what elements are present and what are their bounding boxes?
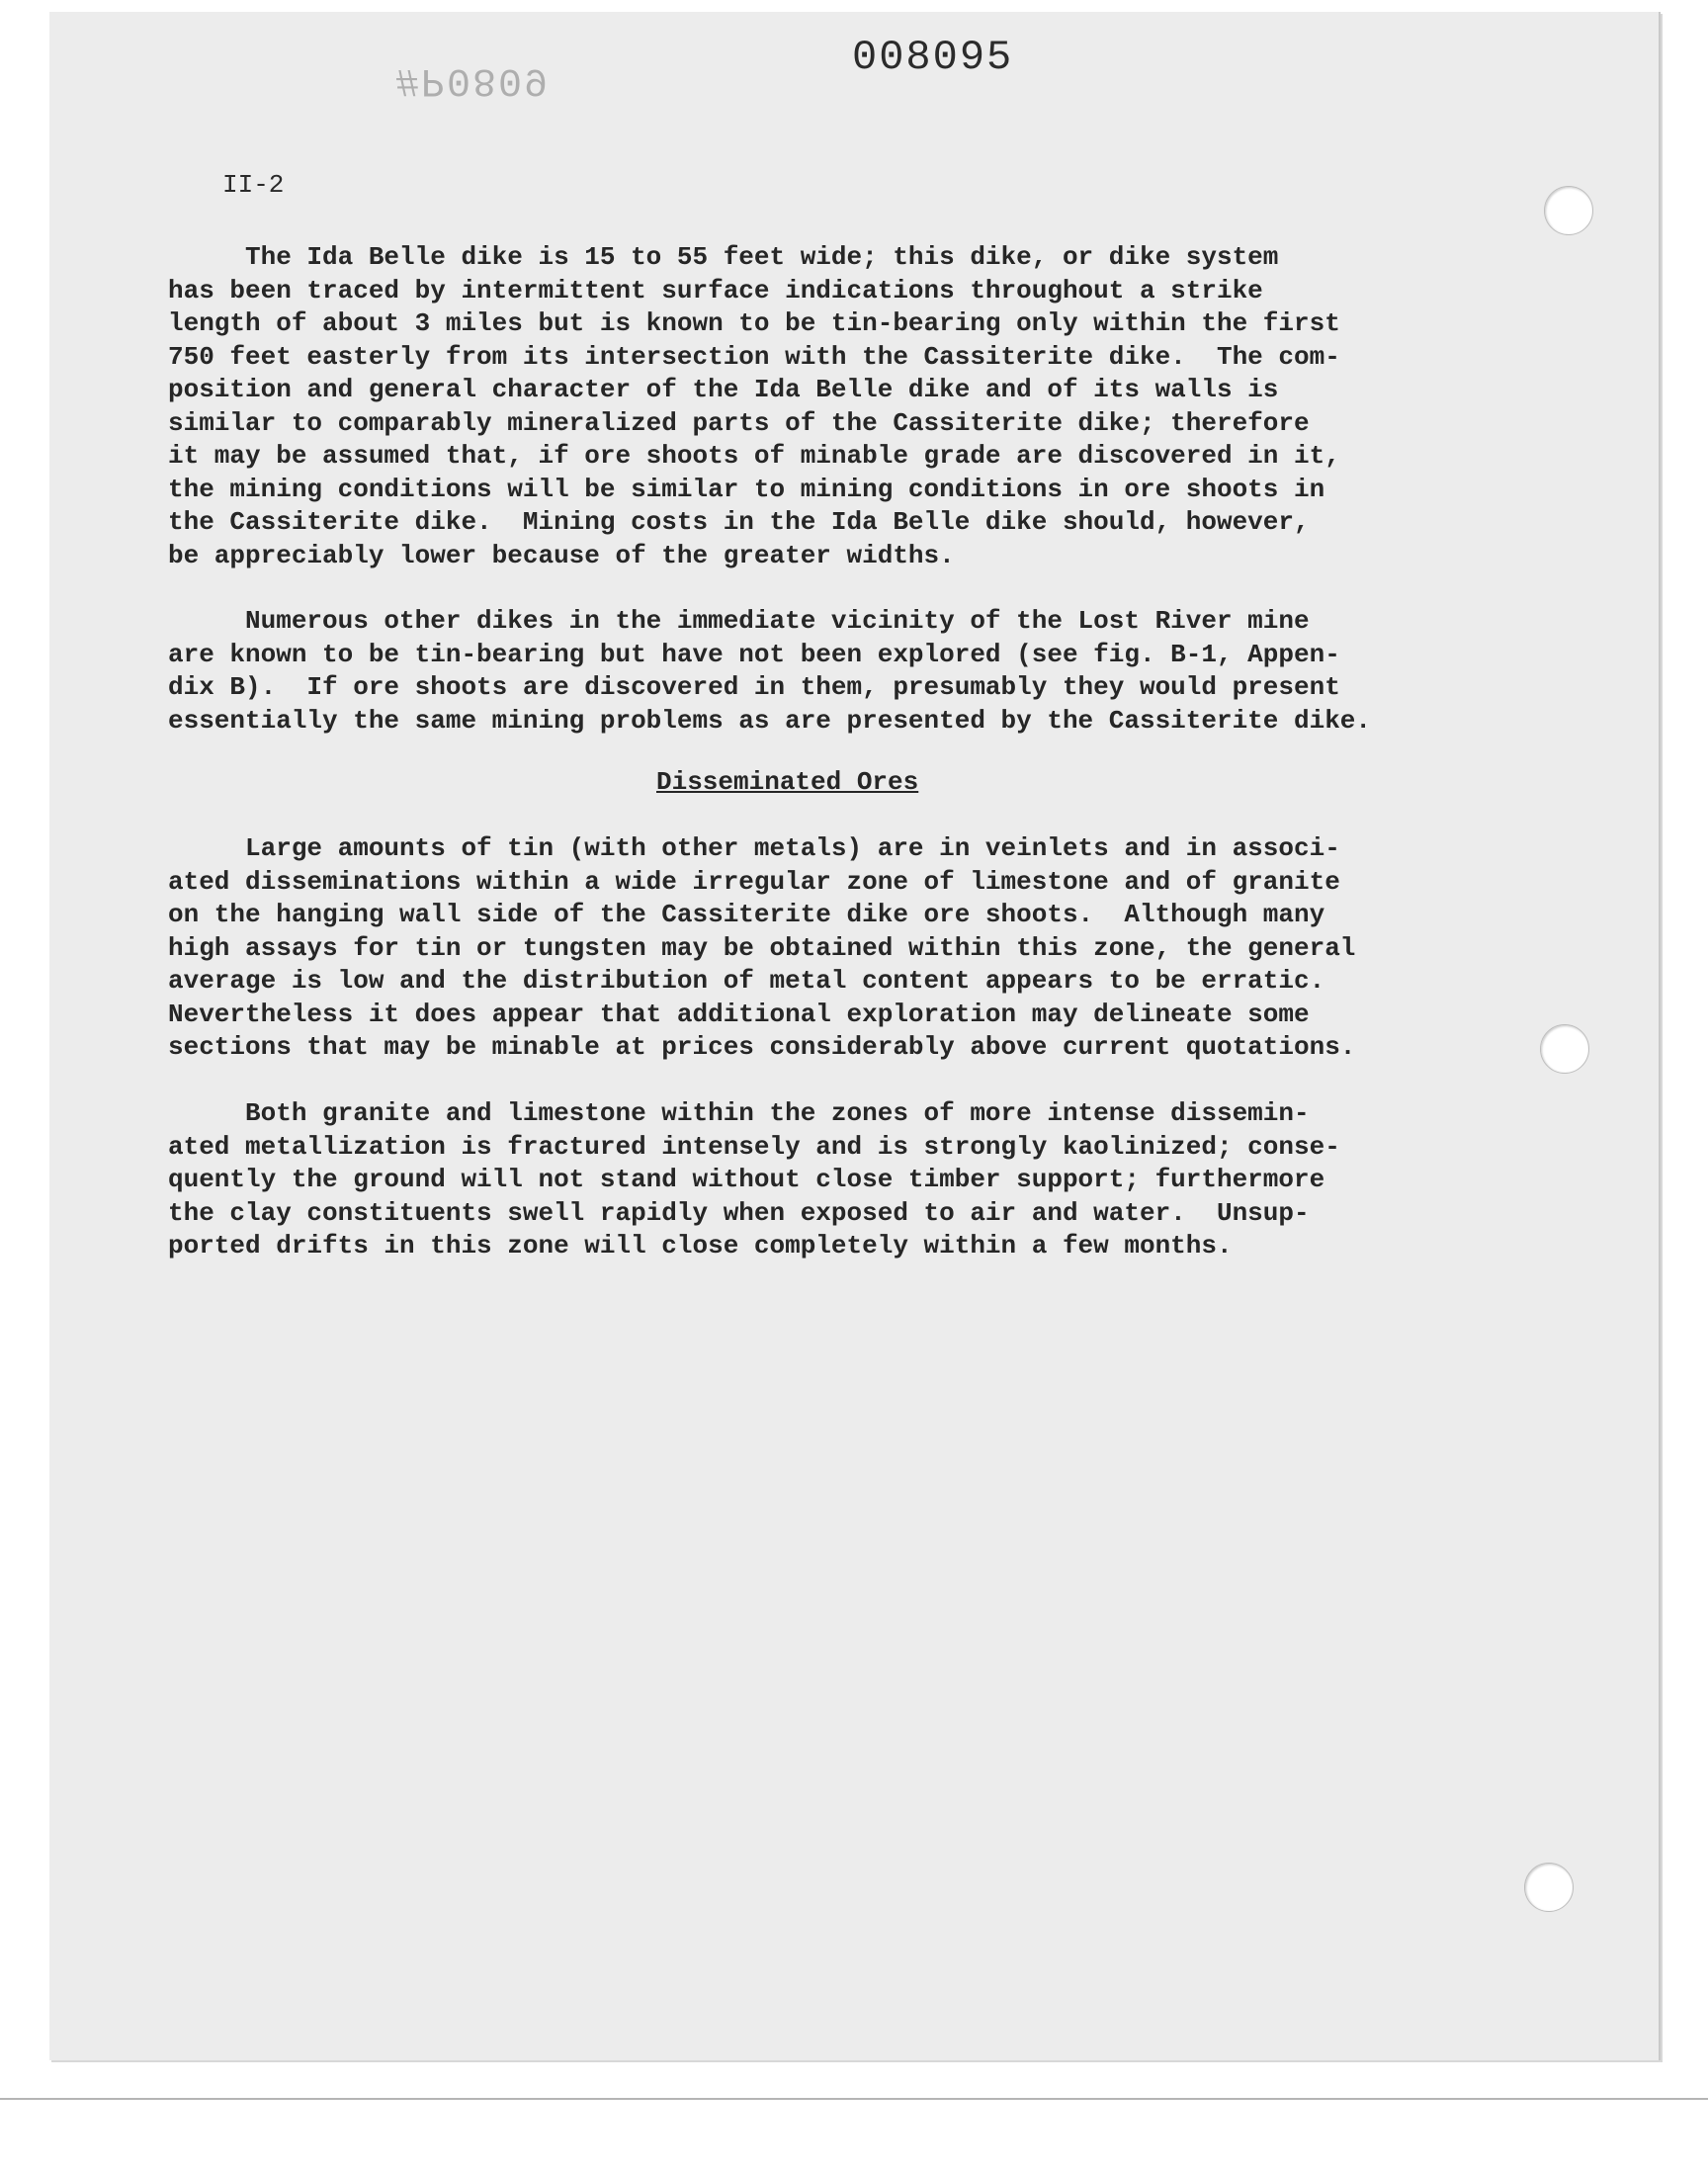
paragraph-granite-limestone bbox=[168, 1097, 1443, 1263]
text-line: The Ida Belle dike is 15 to 55 feet wide; this dike, or dike system bbox=[168, 242, 1279, 272]
text-line: quently the ground will not stand without close timber support; furthermore bbox=[168, 1165, 1325, 1194]
text-line: 750 feet easterly from its intersection with the Cassiterite dike. The com- bbox=[168, 341, 1340, 372]
text-line: it may be assumed that, if ore shoots of minable grade are discovered in it, bbox=[168, 441, 1340, 471]
text-line: Nevertheless it does appear that additional exploration may delineate some bbox=[168, 999, 1310, 1029]
text-line: has been traced by intermittent surface indications throughout a strike bbox=[168, 275, 1263, 305]
section-heading: Disseminated Ores bbox=[656, 767, 919, 797]
text-line: position and general character of the Ida Belle dike and of its walls is bbox=[168, 375, 1279, 404]
paragraph-ida-belle bbox=[168, 241, 1443, 572]
punch-hole-bottom bbox=[1524, 1863, 1574, 1912]
text-line: the mining conditions will be similar to mining conditions in ore shoots in bbox=[168, 474, 1325, 504]
text-line: the clay constituents swell rapidly when exposed to air and water. Unsup- bbox=[168, 1197, 1310, 1228]
text-line: sections that may be minable at prices considerably above current quotations. bbox=[168, 1032, 1356, 1062]
punch-hole-middle bbox=[1540, 1024, 1589, 1074]
document-number-stamp: 008095 bbox=[852, 34, 1014, 81]
text-line: Large amounts of tin (with other metals) are in veinlets and in associ- bbox=[168, 833, 1340, 863]
text-line: high assays for tin or tungsten may be obtained within this zone, the general bbox=[168, 932, 1356, 963]
text-line: ated metallization is fractured intensely and is strongly kaolinized; conse- bbox=[168, 1131, 1340, 1162]
text-line: essentially the same mining problems as are presented by the Cassiterite dike. bbox=[168, 705, 1371, 736]
punch-hole-top bbox=[1544, 186, 1593, 235]
text-line: are known to be tin-bearing but have not been explored (see fig. B-1, Appen- bbox=[168, 639, 1340, 669]
text-line: Both granite and limestone within the zones of more intense dissemin- bbox=[168, 1098, 1310, 1128]
text-line: the Cassiterite dike. Mining costs in the Ida Belle dike should, however, bbox=[168, 507, 1310, 537]
text-line: average is low and the distribution of metal content appears to be erratic. bbox=[168, 966, 1325, 996]
scan-edge-rule bbox=[0, 2098, 1708, 2100]
paragraph-large-amounts bbox=[168, 832, 1443, 1065]
text-line: Numerous other dikes in the immediate vicinity of the Lost River mine bbox=[168, 606, 1310, 636]
text-line: similar to comparably mineralized parts of the Cassiterite dike; therefore bbox=[168, 407, 1310, 438]
text-line: ated disseminations within a wide irregular zone of limestone and of granite bbox=[168, 866, 1340, 897]
text-line: ported drifts in this zone will close completely within a few months. bbox=[168, 1231, 1233, 1261]
text-line: length of about 3 miles but is known to be tin-bearing only within the first bbox=[168, 308, 1340, 338]
paragraph-other-dikes bbox=[168, 605, 1443, 738]
page-label: II-2 bbox=[222, 170, 285, 200]
mirrored-stamp-number: #P0809 bbox=[395, 57, 551, 102]
text-line: on the hanging wall side of the Cassiterite dike ore shoots. Although many bbox=[168, 900, 1325, 929]
text-line: dix B). If ore shoots are discovered in them, presumably they would present bbox=[168, 672, 1340, 702]
text-line: be appreciably lower because of the greater widths. bbox=[168, 540, 955, 570]
